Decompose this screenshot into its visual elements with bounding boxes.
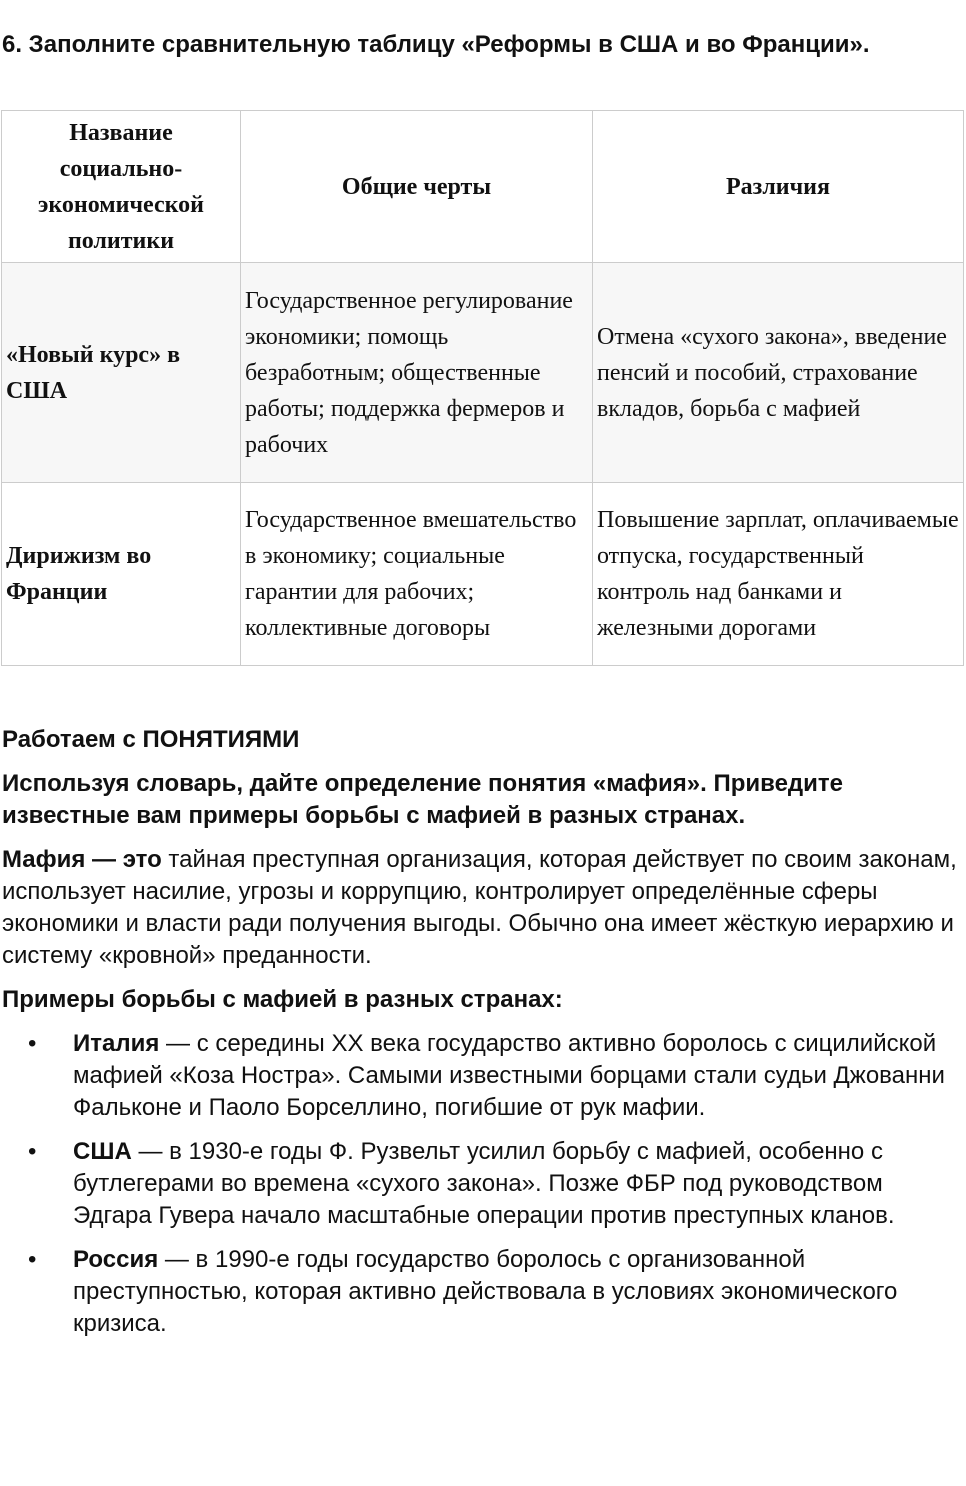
definition-term: Мафия — это — [2, 846, 162, 873]
concepts-section — [2, 724, 957, 1352]
differences: Повышение зарплат, оплачиваемые отпуска, государственный контроль над банками и железными дорогами — [593, 483, 964, 666]
examples-list — [2, 1028, 957, 1340]
country: Италия — [73, 1030, 160, 1057]
task-title: 6. Заполните сравнительную таблицу «Реформы в США и во Франции». — [2, 31, 870, 58]
list-item — [2, 1244, 957, 1340]
table-row — [2, 263, 964, 483]
header-diff: Различия — [593, 111, 964, 263]
header-name: Название социально-экономической политики — [2, 111, 241, 263]
example-text: — в 1930-е годы Ф. Рузвельт усилил борьбу с мафией, особенно с бутлегерами во времена «сухого закона». Позже ФБР под руководством Эдгара Гувера начало масштабные операции против преступных кланов. — [73, 1138, 895, 1229]
section-heading: Работаем с ПОНЯТИЯМИ — [2, 726, 300, 753]
country: Россия — [73, 1246, 159, 1273]
list-item — [2, 1136, 957, 1232]
header-common: Общие черты — [241, 111, 593, 263]
list-item — [2, 1028, 957, 1124]
differences: Отмена «сухого закона», введение пенсий и пособий, страхование вкладов, борьба с мафией — [593, 263, 964, 483]
common-features: Государственное регулирование экономики; помощь безработным; общественные работы; поддержка фермеров и рабочих — [241, 263, 593, 483]
comparison-table — [1, 110, 964, 666]
common-features: Государственное вмешательство в экономику; социальные гарантии для рабочих; коллективные договоры — [241, 483, 593, 666]
examples-heading: Примеры борьбы с мафией в разных странах: — [2, 986, 563, 1013]
policy-name: «Новый курс» в США — [2, 263, 241, 483]
example-text: — с середины XX века государство активно боролось с сицилийской мафией «Коза Ностра». Самыми известными борцами стали судьи Джованни Фальконе и Паоло Борселлино, погибшие от рук мафии. — [73, 1030, 945, 1121]
policy-name: Дирижизм во Франции — [2, 483, 241, 666]
table-header-row — [2, 111, 964, 263]
example-text: — в 1990-е годы государство боролось с организованной преступностью, которая активно действовала в условиях экономического кризиса. — [73, 1246, 898, 1337]
question: Используя словарь, дайте определение понятия «мафия». Приведите известные вам примеры борьбы с мафией в разных странах. — [2, 770, 844, 829]
country: США — [73, 1138, 132, 1165]
definition-text: тайная преступная организация, которая действует по своим законам, использует насилие, угрозы и коррупцию, контролирует определённые сферы экономики и власти ради получения выгоды. Обычно она имеет жёсткую иерархию и систему «кровной» преданности. — [2, 846, 957, 969]
table-row — [2, 483, 964, 666]
definition — [2, 844, 957, 972]
